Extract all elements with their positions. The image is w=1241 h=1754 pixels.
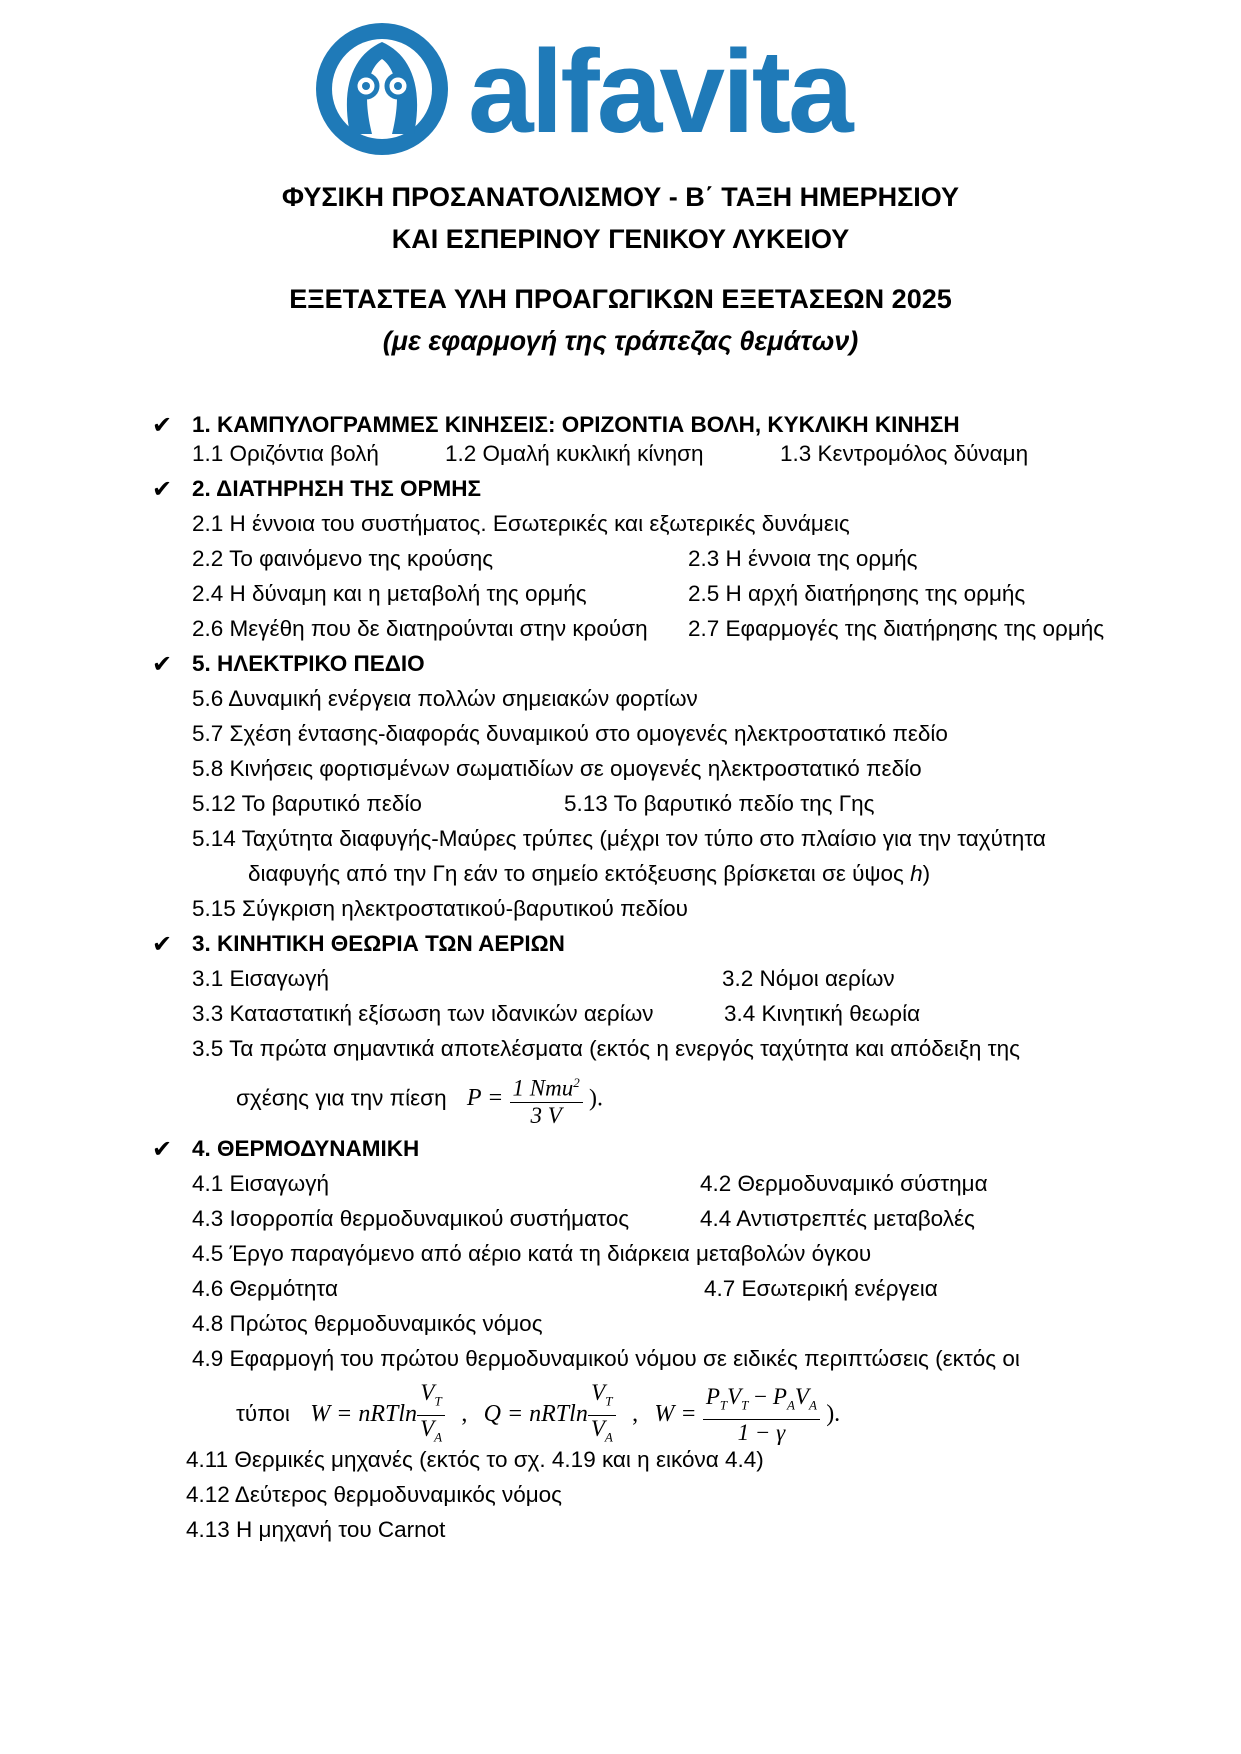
list-item: 4.2 Θερμοδυναμικό σύστημα bbox=[700, 1171, 988, 1196]
checkmark-icon: ✔ bbox=[152, 475, 173, 503]
list-item: 2.3 Η έννοια της ορμής bbox=[688, 546, 918, 571]
list-item: 4.1 Εισαγωγή bbox=[192, 1171, 330, 1196]
formula-end: ). bbox=[589, 1085, 604, 1112]
section-heading-4: 4. ΘΕΡΜΟΔΥΝΑΜΙΚΗ bbox=[192, 1136, 420, 1161]
list-item: 5.7 Σχέση έντασης-διαφοράς δυναμικού στο ομογενές ηλεκτροστατικό πεδίο bbox=[192, 721, 948, 746]
list-item: 3.1 Εισαγωγή bbox=[192, 966, 330, 991]
volume-symbol: V bbox=[794, 1384, 809, 1410]
pressure-symbol: P bbox=[705, 1384, 720, 1410]
list-item: 1.2 Ομαλή κυκλική κίνηση bbox=[445, 441, 704, 466]
volume-symbol: V bbox=[590, 1415, 605, 1441]
list-item-text: τύποι bbox=[236, 1401, 290, 1427]
section-heading-3: 3. ΚΙΝΗΤΙΚΗ ΘΕΩΡΙΑ ΤΩΝ ΑΕΡΙΩΝ bbox=[192, 931, 565, 956]
subscript: A bbox=[786, 1397, 795, 1413]
volume-ratio-fraction bbox=[417, 1380, 445, 1450]
title-line-2: ΚΑΙ ΕΣΠΕΡΙΝΟΥ ΓΕΝΙΚΟΥ ΛΥΚΕΙΟΥ bbox=[391, 224, 850, 254]
list-item: 4.8 Πρώτος θερμοδυναμικός νόμος bbox=[192, 1311, 543, 1336]
checkmark-icon: ✔ bbox=[152, 650, 173, 678]
subscript: A bbox=[808, 1397, 817, 1413]
exam-title: ΕΞΕΤΑΣΤΕΑ ΥΛΗ ΠΡΟΑΓΩΓΙΚΩΝ ΕΞΕΤΑΣΕΩΝ 2025 bbox=[289, 284, 952, 314]
list-item: 5.6 Δυναμική ενέργεια πολλών σημειακών φορτίων bbox=[192, 686, 698, 711]
list-item: 2.2 Το φαινόμενο της κρούσης bbox=[192, 546, 494, 571]
list-item: 3.2 Νόμοι αερίων bbox=[722, 966, 895, 991]
volume-symbol: V bbox=[420, 1380, 435, 1405]
subscript: A bbox=[434, 1429, 443, 1445]
list-item: 1.1 Οριζόντια βολή bbox=[192, 441, 379, 466]
section-heading-5: 5. ΗΛΕΚΤΡΙΚΟ ΠΕΔΙΟ bbox=[192, 651, 425, 676]
volume-symbol: V bbox=[420, 1415, 435, 1441]
subscript: A bbox=[604, 1429, 613, 1445]
list-item: 2.1 Η έννοια του συστήματος. Εσωτερικές και εξωτερικές δυνάμεις bbox=[192, 511, 850, 536]
formula-denominator: 1 − γ bbox=[737, 1419, 786, 1445]
thermo-formulas-line bbox=[236, 1380, 840, 1450]
list-item: 4.9 Εφαρμογή του πρώτου θερμοδυναμικού νόμου σε ειδικές περιπτώσεις (εκτός οι bbox=[192, 1346, 1020, 1371]
pressure-fraction bbox=[510, 1070, 583, 1129]
subscript: T bbox=[434, 1393, 442, 1409]
title-line-1: ΦΥΣΙΚΗ ΠΡΟΣΑΝΑΤΟΛΙΣΜΟΥ - Β΄ ΤΑΞΗ ΗΜΕΡΗΣΙΟΥ bbox=[281, 182, 960, 212]
checkmark-icon: ✔ bbox=[152, 1135, 173, 1163]
list-item: 5.12 Το βαρυτικό πεδίο bbox=[192, 791, 422, 816]
pressure-formula-line bbox=[236, 1070, 603, 1129]
list-item: 4.6 Θερμότητα bbox=[192, 1276, 338, 1301]
list-item: 2.4 Η δύναμη και η μεταβολή της ορμής bbox=[192, 581, 587, 606]
list-item: 5.14 Ταχύτητα διαφυγής-Μαύρες τρύπες (μέχρι τον τύπο στο πλαίσιο για την ταχύτητα bbox=[192, 826, 1046, 851]
list-item-text: σχέσης για την πίεση bbox=[236, 1085, 447, 1111]
list-item: 4.4 Αντιστρεπτές μεταβολές bbox=[700, 1206, 975, 1231]
subscript: T bbox=[719, 1397, 728, 1413]
height-variable: h bbox=[910, 861, 923, 886]
section-heading-1: 1. ΚΑΜΠΥΛΟΓΡΑΜΜΕΣ ΚΙΝΗΣΕΙΣ: ΟΡΙΖΟΝΤΙΑ ΒΟΛΗ, ΚΥΚΛΙΚΗ ΚΙΝΗΣΗ bbox=[192, 412, 960, 437]
list-item: 4.12 Δεύτερος θερμοδυναμικός νόμος bbox=[186, 1482, 563, 1507]
closing-paren: ) bbox=[922, 861, 931, 886]
subscript: T bbox=[605, 1393, 613, 1409]
separator: , bbox=[461, 1401, 468, 1428]
list-item: 4.11 Θερμικές μηχανές (εκτός το σχ. 4.19 και η εικόνα 4.4) bbox=[186, 1447, 764, 1472]
exam-subtitle: (με εφαρμογή της τράπεζας θεμάτων) bbox=[382, 326, 859, 356]
formula-end: ). bbox=[826, 1401, 841, 1428]
separator: , bbox=[632, 1401, 639, 1428]
list-item: 3.3 Καταστατική εξίσωση των ιδανικών αερίων bbox=[192, 1001, 654, 1026]
alfavita-logo bbox=[310, 14, 930, 164]
subscript: T bbox=[741, 1397, 749, 1413]
list-item: 4.7 Εσωτερική ενέργεια bbox=[704, 1276, 938, 1301]
formula-numerator: 1 Nmu bbox=[512, 1075, 574, 1101]
list-item: 5.13 Το βαρυτικό πεδίο της Γης bbox=[564, 791, 875, 816]
adiabatic-work-fraction bbox=[703, 1384, 820, 1446]
document-title bbox=[0, 176, 1241, 260]
adiabatic-work-lhs: W = bbox=[654, 1401, 697, 1428]
list-item: 4.13 Η μηχανή του Carnot bbox=[186, 1517, 446, 1542]
heat-formula-lhs: Q = nRTln bbox=[483, 1401, 588, 1428]
list-item: 4.5 Έργο παραγόμενο από αέριο κατά τη διάρκεια μεταβολών όγκου bbox=[192, 1241, 872, 1266]
formula-denominator: 3 V bbox=[530, 1102, 562, 1128]
list-item: 3.4 Κινητική θεωρία bbox=[724, 1001, 921, 1026]
list-item: 4.3 Ισορροπία θερμοδυναμικού συστήματος bbox=[192, 1206, 630, 1231]
section-heading-2: 2. ΔΙΑΤΗΡΗΣΗ ΤΗΣ ΟΡΜΗΣ bbox=[192, 476, 481, 501]
checkmark-icon: ✔ bbox=[152, 411, 173, 439]
volume-symbol: V bbox=[727, 1384, 742, 1410]
list-item: 2.7 Εφαρμογές της διατήρησης της ορμής bbox=[688, 616, 1105, 641]
logo-wordmark: alfavita bbox=[468, 26, 851, 158]
volume-ratio-fraction bbox=[588, 1380, 616, 1450]
list-item-continuation bbox=[248, 859, 930, 889]
formula-exponent: 2 bbox=[573, 1075, 580, 1090]
work-formula-lhs: W = nRTln bbox=[310, 1401, 418, 1428]
list-item-text: διαφυγής από την Γη εάν το σημείο εκτόξευσης βρίσκεται σε ύψος bbox=[248, 861, 911, 886]
list-item: 1.3 Κεντρομόλος δύναμη bbox=[780, 441, 1029, 466]
list-item: 2.5 Η αρχή διατήρησης της ορμής bbox=[688, 581, 1026, 606]
minus-sign: − bbox=[748, 1384, 773, 1410]
formula-lhs: P = bbox=[466, 1085, 504, 1112]
list-item: 2.6 Μεγέθη που δε διατηρούνται στην κρούση bbox=[192, 616, 648, 641]
volume-symbol: V bbox=[591, 1380, 606, 1405]
list-item: 3.5 Τα πρώτα σημαντικά αποτελέσματα (εκτός η ενεργός ταχύτητα και απόδειξη της bbox=[192, 1036, 1020, 1061]
list-item: 5.8 Κινήσεις φορτισμένων σωματιδίων σε ομογενές ηλεκτροστατικό πεδίο bbox=[192, 756, 922, 781]
list-item: 5.15 Σύγκριση ηλεκτροστατικού-βαρυτικού πεδίου bbox=[192, 896, 688, 921]
checkmark-icon: ✔ bbox=[152, 930, 173, 958]
pressure-symbol: P bbox=[772, 1384, 787, 1410]
